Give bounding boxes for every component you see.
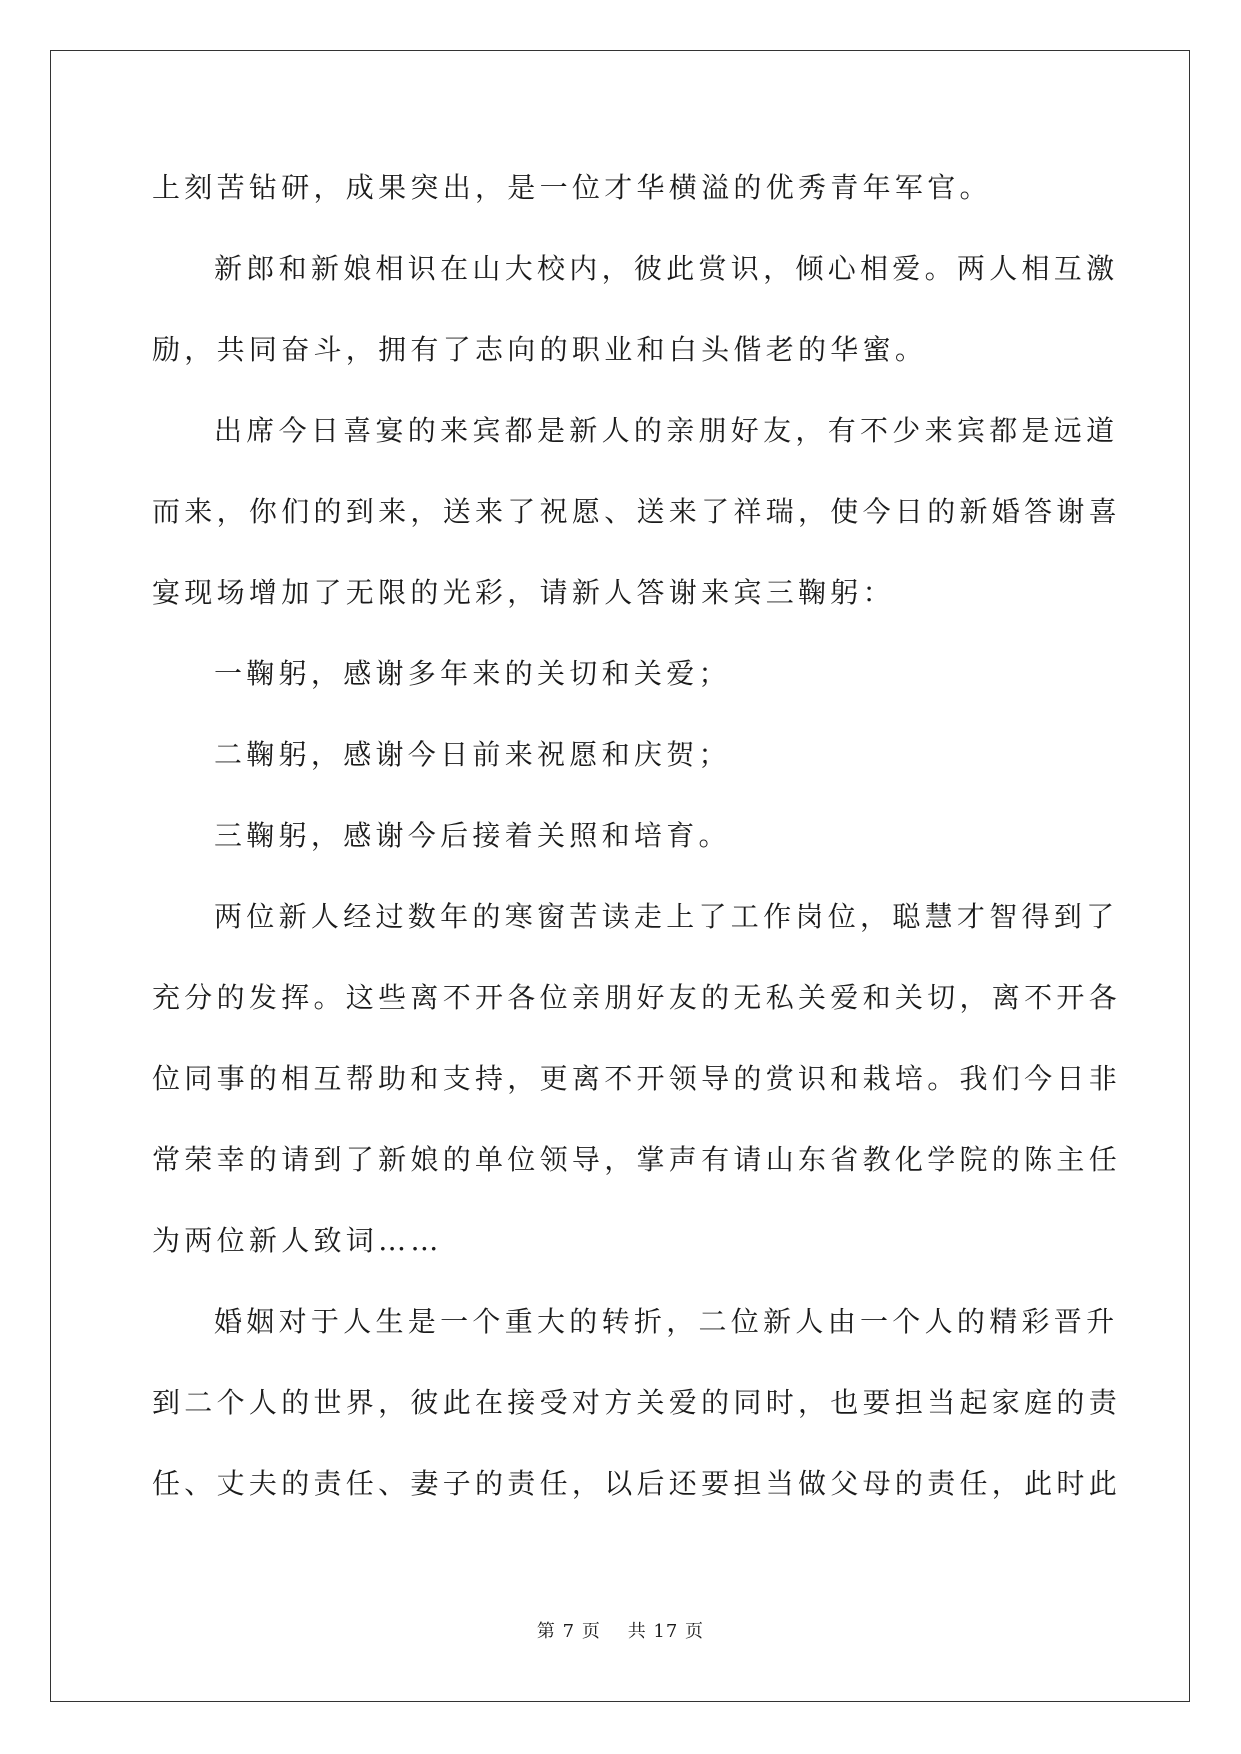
text-line-16: 到二个人的世界，彼此在接受对方关爱的同时，也要担当起家庭的责 xyxy=(152,1386,1122,1419)
text-line-10: 两位新人经过数年的寒窗苦读走上了工作岗位，聪慧才智得到了 xyxy=(214,900,1119,933)
text-line-14: 为两位新人致词…… xyxy=(152,1224,443,1257)
page-number-footer: 第 7 页 共 17 页 xyxy=(536,1621,705,1642)
text-line-9: 三鞠躬，感谢今后接着关照和培育。 xyxy=(214,819,731,852)
text-line-15: 婚姻对于人生是一个重大的转折，二位新人由一个人的精彩晋升 xyxy=(214,1305,1119,1338)
document-body xyxy=(152,158,1122,1535)
text-line-7: 一鞠躬，感谢多年来的关切和关爱； xyxy=(214,657,731,690)
text-line-12: 位同事的相互帮助和支持，更离不开领导的赏识和栽培。我们今日非 xyxy=(152,1062,1122,1095)
text-line-4: 出席今日喜宴的来宾都是新人的亲朋好友，有不少来宾都是远道 xyxy=(214,414,1119,447)
text-line-6: 宴现场增加了无限的光彩，请新人答谢来宾三鞠躬： xyxy=(152,576,895,609)
text-line-13: 常荣幸的请到了新娘的单位领导，掌声有请山东省教化学院的陈主任 xyxy=(152,1143,1122,1176)
text-line-2: 新郎和新娘相识在山大校内，彼此赏识，倾心相爱。两人相互激 xyxy=(214,252,1119,285)
text-line-3: 励，共同奋斗，拥有了志向的职业和白头偕老的华蜜。 xyxy=(152,333,928,366)
text-line-5: 而来，你们的到来，送来了祝愿、送来了祥瑞，使今日的新婚答谢喜 xyxy=(152,495,1122,528)
text-line-8: 二鞠躬，感谢今日前来祝愿和庆贺； xyxy=(214,738,731,771)
text-line-1: 上刻苦钻研，成果突出，是一位才华横溢的优秀青年军官。 xyxy=(152,171,992,204)
text-line-11: 充分的发挥。这些离不开各位亲朋好友的无私关爱和关切，离不开各 xyxy=(152,981,1122,1014)
text-line-17: 任、丈夫的责任、妻子的责任，以后还要担当做父母的责任，此时此 xyxy=(152,1467,1122,1500)
